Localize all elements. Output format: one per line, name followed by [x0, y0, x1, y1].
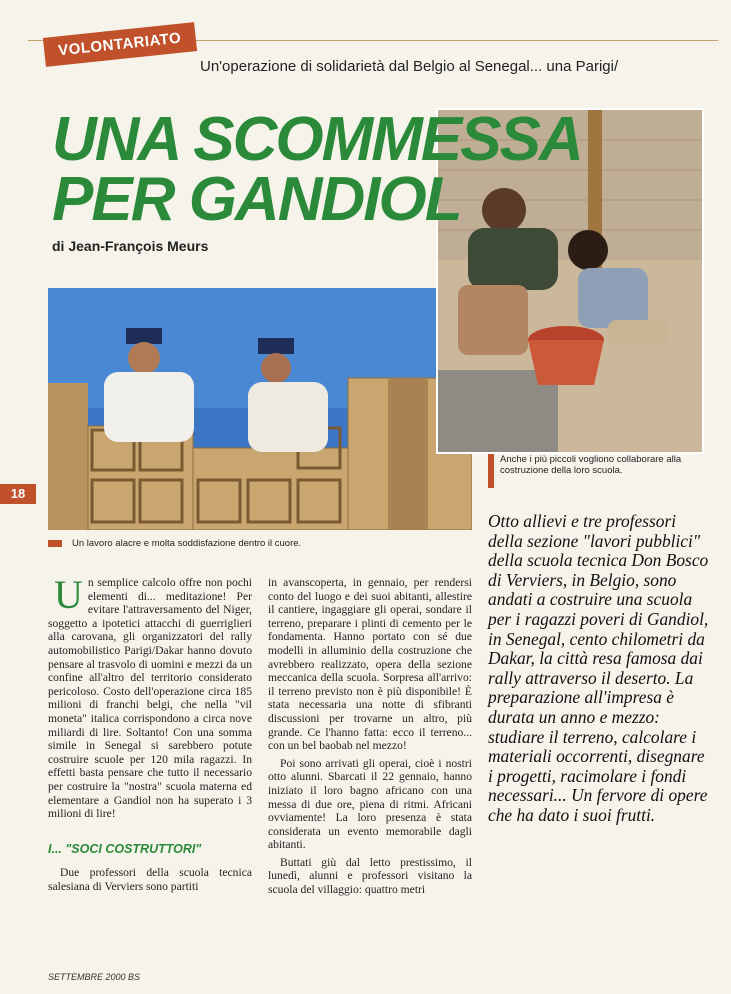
caption-marker: [48, 540, 62, 547]
caption-1-text: Un lavoro alacre e molta soddisfazione dentro il cuore.: [72, 538, 302, 549]
title-line-1: UNA SCOMMESSA: [52, 105, 582, 174]
lede-summary: Otto allievi e tre professori della sezione "lavori pubblici" della scuola tecnica Don Bosco di Verviers, in Belgio, sono andati a costruire una scuola per i ragazzi poveri di Gandiol, in Senegal, cento chilometri da Dakar, la città resa famosa dai rally attraverso il deserto. La preparazione all'impresa è durata un anno e mezzo: studiare il terreno, calcolare i materiali occorrenti, disegnare i progetti, racimolare i fondi necessari... Un fervore di opere che ha dato i suoi frutti.: [488, 511, 709, 825]
caption-marker: [488, 454, 494, 488]
photo-caption-2: Anche i più piccoli vogliono collaborare alla costruzione della loro scuola.: [500, 454, 682, 476]
paragraph-text: n semplice calcolo offre non pochi elementi di... meditazione! Per evitare l'attraversamento del Niger, soggetto a ipotetici attacchi di guerriglieri alla carovana, gli organizzatori del rally automobilistico Parigi/Dakar hanno dovuto pensare al trasvolo di uomini e mezzi da un confine all'altro del territorio considerato pericoloso. Costo dell'operazione circa 185 milioni di franchi belgi, che nella "vil moneta" italica corrispondono a circa nove miliardi di lire. Soltanto! Con una somma simile in Senegal si sarebbero potute costruire scuole per 120 mila ragazzi. In effetti basta pensare che tutto il necessario per costruire la "nostra" scuola materna ed elementare a Gandiol non ha superato i 3 milioni di lire!: [48, 576, 252, 821]
page-number: 18: [0, 484, 36, 504]
paragraph: Due professori della scuola tecnica salesiana di Verviers sono partiti: [48, 866, 252, 893]
footer-issue: SETTEMBRE 2000 BS: [48, 972, 141, 982]
paragraph: Buttati giù dal letto prestissimo, il lunedì, alunni e professori visitano la scuola del villaggio: quattro metri: [268, 855, 472, 897]
section-tag: VOLONTARIATO: [43, 22, 197, 67]
byline: di Jean-François Meurs: [52, 238, 209, 254]
paragraph: [48, 572, 252, 821]
paragraph: in avanscoperta, in gennaio, per rendersi conto del luogo e dei suoi abitanti, allestire il cantiere, ingaggiare gli operai, sondare il terreno, preparare i plinti di cemento per le fondamenta. Hanno portato con sé due modelli in alluminio della costruzione che avrebbero realizzato, opera della sezione meccanica della scuola. Sorpresa all'arrivo: il terreno previsto non è più disponibile! È stata necessaria una notte di sfibranti discussioni per trovarne un altro, più grande. Ce l'hanno fatta: ecco il terreno... con un bel baobab nel mezzo!: [268, 576, 472, 753]
title-line-2: PER GANDIOL: [52, 165, 461, 234]
photo-caption-1: [48, 538, 301, 549]
article-column-2: [268, 576, 472, 897]
section-heading: I... "SOCI COSTRUTTORI": [48, 841, 202, 856]
page-title: [52, 105, 582, 234]
subtitle: Un'operazione di solidarietà dal Belgio al Senegal... una Parigi/: [200, 58, 619, 75]
photo-workers-wall: [48, 288, 472, 530]
drop-cap: U: [54, 572, 83, 617]
paragraph: Poi sono arrivati gli operai, cioè i nostri otto alunni. Sbarcati il 22 gennaio, hanno iniziato il loro bagno africano con una messa di due ore, piena di ritmi. Africani ovviamente! La loro presenza è stata considerata un evento memorabile dagli abitanti.: [268, 756, 472, 852]
article-column-1: [48, 572, 252, 893]
